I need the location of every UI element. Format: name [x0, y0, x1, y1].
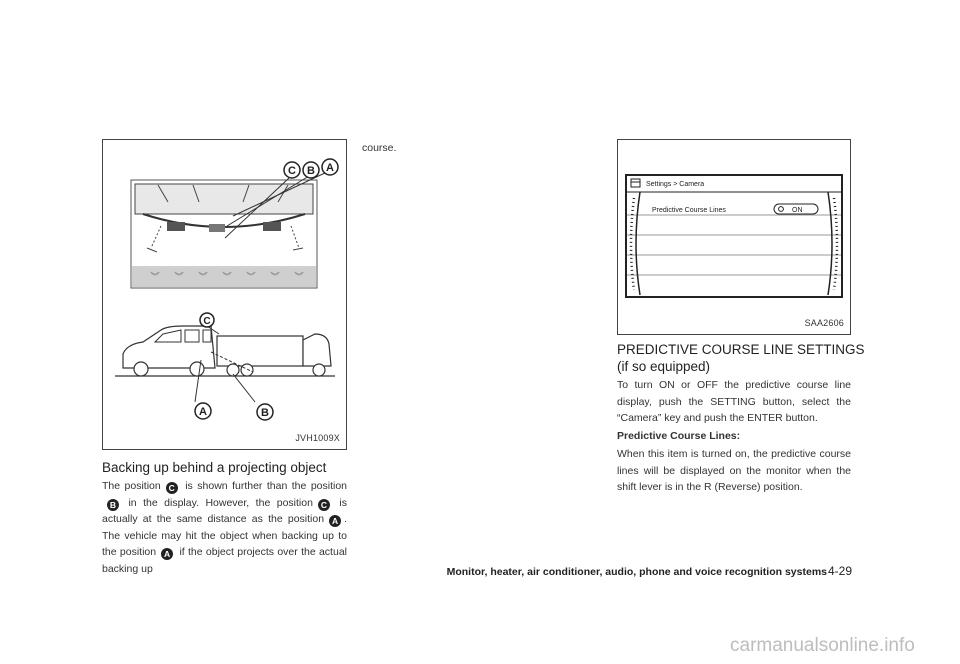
position-b-badge: B [107, 499, 119, 511]
text-part-2: is shown further than the position [185, 480, 348, 492]
figure-id: JVH1009X [295, 433, 340, 443]
toggle-on-label: ON [792, 207, 803, 214]
heading-line-1: PREDICTIVE COURSE LINE SETTINGS [617, 342, 865, 357]
position-c-badge: C [318, 499, 330, 511]
paragraph-continuation: course. [362, 142, 397, 154]
section-heading-left: Backing up behind a projecting object [102, 460, 327, 475]
position-c-badge: C [166, 482, 178, 494]
rear-camera-illustration [103, 140, 346, 449]
section-heading-right [617, 341, 867, 375]
text-part-5: . The vehicle may hit the object when backing up to the position [102, 513, 347, 558]
callout-c-top: C [288, 165, 296, 177]
text-part-1: The position [102, 480, 161, 492]
text-part-3: in the display. However, the position [128, 496, 313, 509]
figure-camera-settings [617, 139, 851, 335]
position-a-badge: A [329, 515, 341, 527]
camera-settings-screen [618, 140, 850, 334]
page-number: 4-29 [828, 564, 853, 578]
screen-breadcrumb: Settings > Camera [646, 181, 705, 188]
watermark-text: carmanualsonline.info [730, 635, 915, 656]
figure-projecting-object [102, 139, 347, 450]
callout-b-side: B [261, 407, 269, 419]
paragraph-left [102, 478, 347, 577]
heading-line-2: (if so equipped) [617, 359, 711, 374]
figure-id: SAA2606 [804, 318, 844, 328]
paragraph-right-2: When this item is turned on, the predictive course lines will be displayed on the monitor when the shift lever is in the R (Reverse) position. [617, 448, 851, 493]
paragraph-right-1: To turn ON or OFF the predictive course line display, push the SETTING button, select the “Camera” key and push the ENTER button. [617, 379, 851, 424]
callout-c-side: C [203, 316, 211, 327]
callout-a-top: A [326, 162, 334, 174]
position-a-badge: A [161, 548, 173, 560]
text-part-4: is actually at the same distance as the position [102, 496, 347, 525]
subheading-predictive: Predictive Course Lines: [617, 430, 741, 442]
footer-section-title: Monitor, heater, air conditioner, audio, phone and voice recognition systems [446, 566, 827, 578]
settings-item-label: Predictive Course Lines [652, 207, 726, 214]
text-part-6: if the object projects over the actual backing up [102, 546, 347, 575]
callout-b-top: B [307, 165, 315, 177]
callout-a-side: A [199, 406, 207, 418]
